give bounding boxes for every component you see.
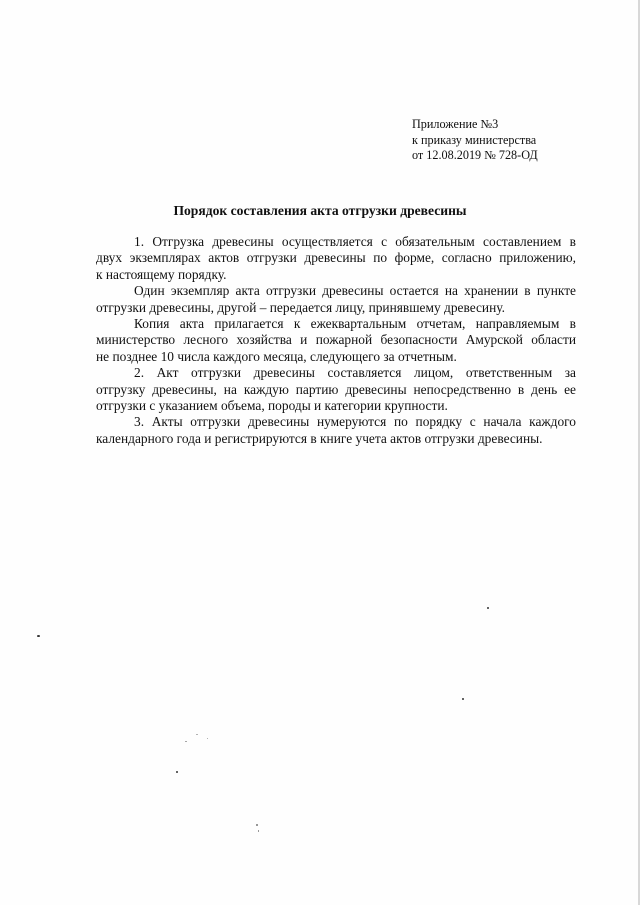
scan-speck: [37, 635, 40, 637]
paragraph-line: Копия акта прилагается к ежеквартальным отчетам, направляемым в: [134, 316, 576, 332]
paragraph-line: отгрузку древесины, на каждую партию древесины непосредственно в день ее: [96, 381, 576, 397]
paragraph-line: министерство лесного хозяйства и пожарной безопасности Амурской области: [96, 332, 576, 348]
scan-speck: [185, 741, 187, 742]
paragraph-line: 2. Акт отгрузки древесины составляется лицом, ответственным за: [134, 365, 576, 381]
paragraph-line: отгрузки с указанием объема, породы и категории крупности.: [96, 398, 448, 414]
paragraph-line: календарного года и регистрируются в книге учета актов отгрузки древесины.: [96, 430, 543, 446]
paragraph-line: 1. Отгрузка древесины осуществляется с обязательным составлением в: [134, 234, 576, 249]
appendix-line-2: к приказу министерства: [412, 132, 537, 147]
appendix-line-3: от 12.08.2019 № 728-ОД: [412, 148, 538, 162]
paragraph-line: отгрузки древесины, другой – передается лицу, принявшему древесину.: [96, 299, 505, 315]
appendix-block: [412, 117, 538, 164]
scan-speck: [462, 698, 464, 700]
document-title: Порядок составления акта отгрузки древесины: [173, 203, 467, 218]
paragraph-line: не позднее 10 числа каждого месяца, следующего за отчетным.: [96, 348, 457, 364]
scan-speck: [196, 734, 198, 735]
appendix-line-1: Приложение №3: [412, 117, 499, 131]
scan-speck: [256, 824, 258, 826]
scan-speck: [207, 738, 208, 739]
scan-speck: [176, 771, 178, 773]
paragraph-line: к настоящему порядку.: [96, 266, 227, 282]
scan-speck: [487, 607, 489, 609]
scan-speck: [258, 830, 259, 832]
paragraph-line: двух экземплярах актов отгрузки древесины по форме, согласно приложению,: [96, 250, 576, 266]
document-body: [96, 234, 576, 447]
paragraph-line: 3. Акты отгрузки древесины нумеруются по порядку с начала каждого: [134, 414, 576, 430]
paragraph-line: Один экземпляр акта отгрузки древесины остается на хранении в пункте: [134, 283, 576, 299]
